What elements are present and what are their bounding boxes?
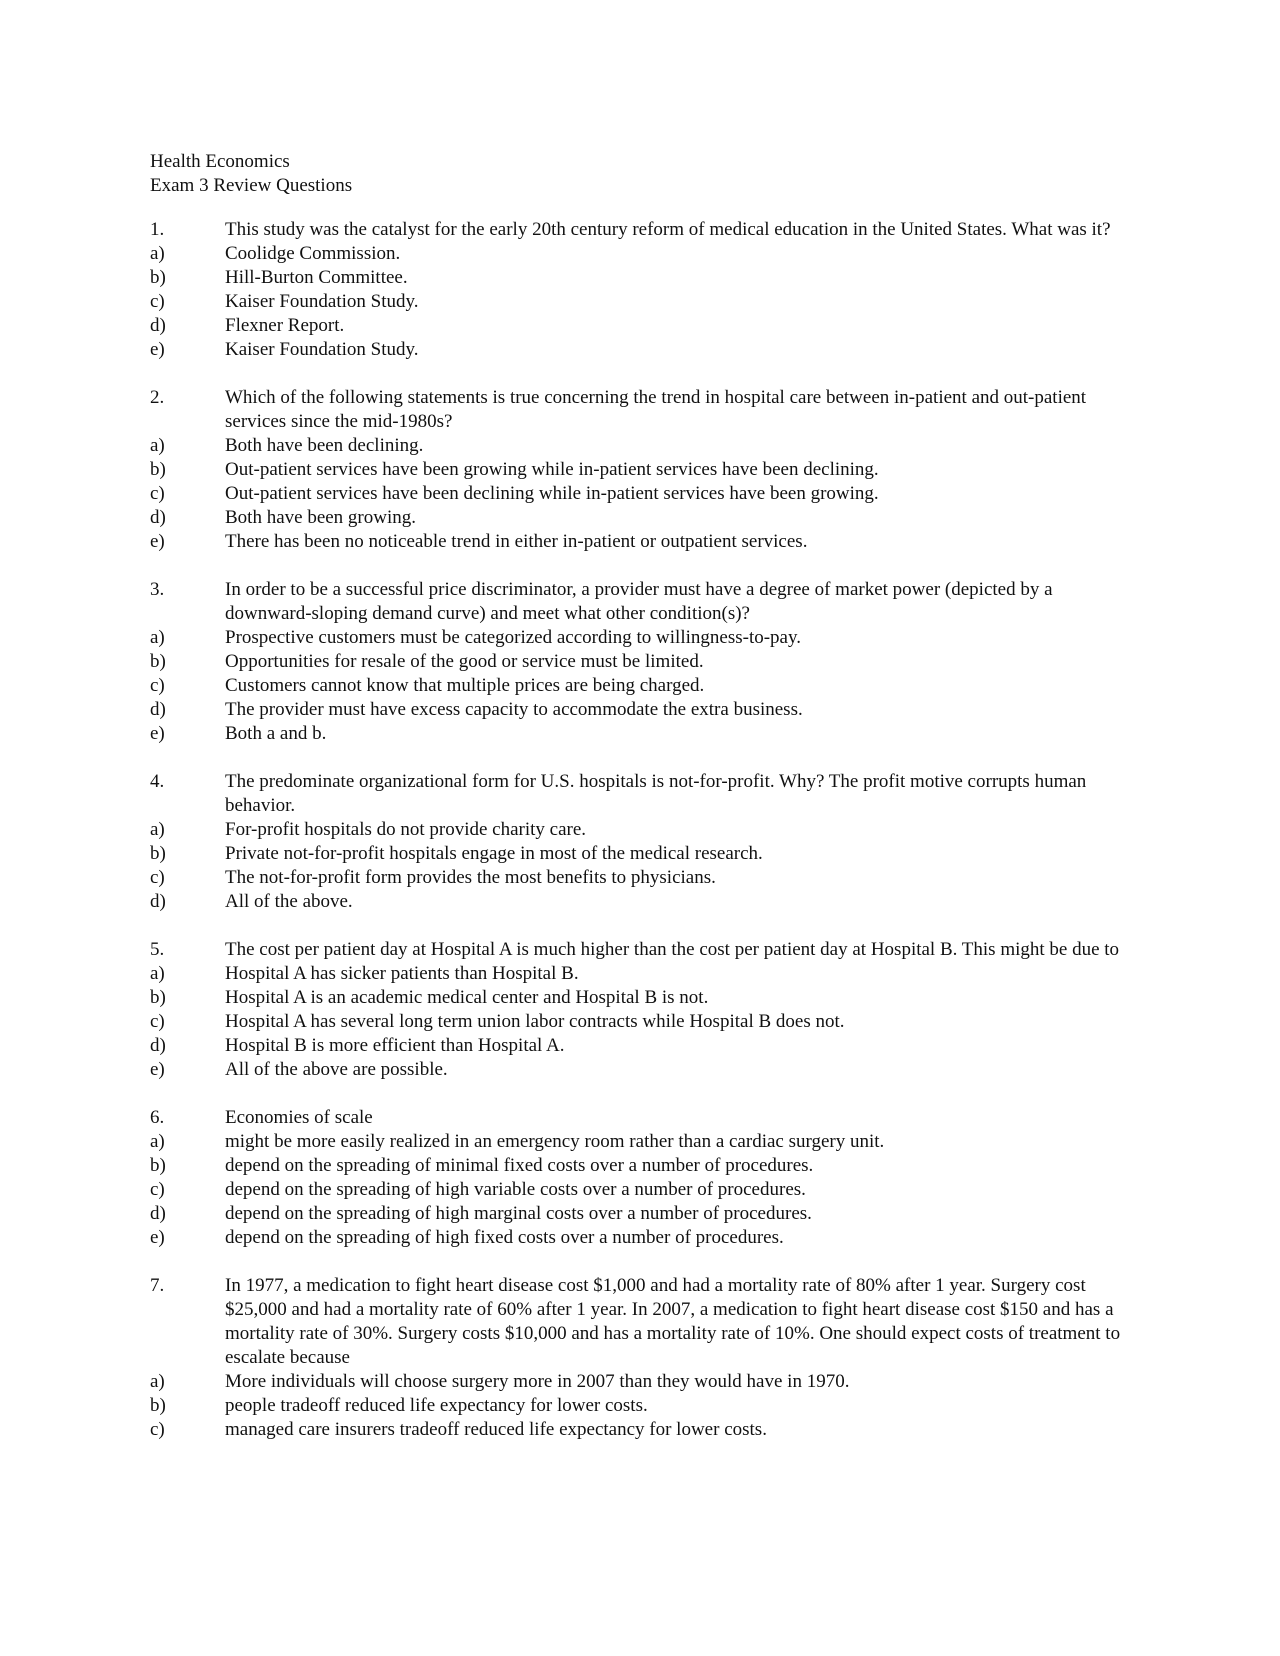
option-text: Both have been declining.	[225, 435, 424, 456]
option-text: people tradeoff reduced life expectancy for lower costs.	[225, 1395, 648, 1416]
option-label: d)	[150, 1203, 166, 1224]
option-text: Out-patient services have been growing while in-patient services have been declining.	[225, 459, 879, 480]
document-page	[150, 150, 1140, 1466]
option-text: Coolidge Commission.	[225, 243, 401, 264]
option-text: Kaiser Foundation Study.	[225, 291, 419, 312]
answer-option	[150, 722, 1140, 746]
question-item	[150, 1106, 1140, 1250]
option-label: b)	[150, 1155, 166, 1176]
option-label: b)	[150, 267, 166, 288]
option-text: Customers cannot know that multiple prices are being charged.	[225, 675, 705, 696]
answer-option	[150, 1034, 1140, 1058]
option-label: a)	[150, 819, 165, 840]
option-label: c)	[150, 483, 165, 504]
option-label: e)	[150, 723, 165, 744]
answer-option	[150, 1058, 1140, 1082]
answer-option	[150, 1418, 1140, 1442]
question-stem	[150, 938, 1140, 962]
option-text: For-profit hospitals do not provide charity care.	[225, 819, 587, 840]
option-text: There has been no noticeable trend in either in-patient or outpatient services.	[225, 531, 808, 552]
answer-options	[150, 1130, 1140, 1250]
question-stem	[150, 770, 1140, 818]
option-text: The not-for-profit form provides the most benefits to physicians.	[225, 867, 716, 888]
question-item	[150, 1274, 1140, 1442]
answer-option	[150, 866, 1140, 890]
answer-option	[150, 434, 1140, 458]
question-list	[150, 218, 1140, 1442]
question-text: This study was the catalyst for the early 20th century reform of medical education in the United States. What was it?	[225, 219, 1111, 240]
question-item	[150, 218, 1140, 362]
course-title: Health Economics	[150, 151, 290, 172]
option-label: d)	[150, 507, 166, 528]
answer-option	[150, 530, 1140, 554]
option-label: b)	[150, 843, 166, 864]
answer-option	[150, 266, 1140, 290]
option-label: e)	[150, 1227, 165, 1248]
answer-option	[150, 1226, 1140, 1250]
answer-option	[150, 626, 1140, 650]
option-label: b)	[150, 987, 166, 1008]
answer-option	[150, 890, 1140, 914]
option-text: Kaiser Foundation Study.	[225, 339, 419, 360]
option-label: d)	[150, 699, 166, 720]
answer-options	[150, 626, 1140, 746]
option-text: More individuals will choose surgery more in 2007 than they would have in 1970.	[225, 1371, 850, 1392]
option-label: c)	[150, 291, 165, 312]
option-text: Hospital B is more efficient than Hospital A.	[225, 1035, 565, 1056]
question-number: 5.	[150, 939, 165, 960]
answer-option	[150, 698, 1140, 722]
option-label: e)	[150, 531, 165, 552]
answer-option	[150, 962, 1140, 986]
question-stem	[150, 578, 1140, 626]
question-stem	[150, 386, 1140, 434]
question-item	[150, 386, 1140, 554]
answer-option	[150, 1202, 1140, 1226]
option-text: All of the above.	[225, 891, 353, 912]
question-item	[150, 938, 1140, 1082]
question-text: In order to be a successful price discriminator, a provider must have a degree of market power (depicted by a downward-sloping demand curve) and meet what other condition(s)?	[225, 579, 1053, 624]
option-label: c)	[150, 867, 165, 888]
question-stem	[150, 218, 1140, 242]
option-text: Hill-Burton Committee.	[225, 267, 408, 288]
option-text: depend on the spreading of high fixed costs over a number of procedures.	[225, 1227, 784, 1248]
option-label: c)	[150, 1179, 165, 1200]
question-stem	[150, 1106, 1140, 1130]
question-text: The predominate organizational form for U.S. hospitals is not-for-profit. Why? The profit motive corrupts human behavior.	[225, 771, 1087, 816]
answer-option	[150, 986, 1140, 1010]
answer-option	[150, 338, 1140, 362]
answer-option	[150, 1154, 1140, 1178]
answer-option	[150, 1130, 1140, 1154]
option-text: depend on the spreading of high marginal costs over a number of procedures.	[225, 1203, 812, 1224]
option-label: a)	[150, 963, 165, 984]
option-text: Private not-for-profit hospitals engage in most of the medical research.	[225, 843, 763, 864]
answer-option	[150, 290, 1140, 314]
answer-options	[150, 434, 1140, 554]
option-text: depend on the spreading of high variable costs over a number of procedures.	[225, 1179, 806, 1200]
option-text: Out-patient services have been declining while in-patient services have been growing.	[225, 483, 879, 504]
question-text: Which of the following statements is true concerning the trend in hospital care between in-patient and out-patient services since the mid-1980s?	[225, 387, 1087, 432]
answer-option	[150, 482, 1140, 506]
option-text: Flexner Report.	[225, 315, 345, 336]
question-text: In 1977, a medication to fight heart disease cost $1,000 and had a mortality rate of 80% after 1 year. Surgery cost $25,000 and had a mortality rate of 60% after 1 year. In 2007, a medication to fight heart disease cost $150 and has a mortality rate of 30%. Surgery costs $10,000 and has a mortality rate of 10%. One should expect costs of treatment to escalate because	[225, 1275, 1121, 1368]
answer-option	[150, 506, 1140, 530]
option-label: b)	[150, 1395, 166, 1416]
question-number: 2.	[150, 387, 165, 408]
option-label: d)	[150, 891, 166, 912]
question-number: 3.	[150, 579, 165, 600]
option-text: Both have been growing.	[225, 507, 417, 528]
option-text: Hospital A is an academic medical center and Hospital B is not.	[225, 987, 709, 1008]
answer-option	[150, 842, 1140, 866]
option-label: e)	[150, 1059, 165, 1080]
option-text: Hospital A has several long term union labor contracts while Hospital B does not.	[225, 1011, 845, 1032]
option-text: might be more easily realized in an emergency room rather than a cardiac surgery unit.	[225, 1131, 885, 1152]
question-text: The cost per patient day at Hospital A is much higher than the cost per patient day at Hospital B. This might be due to	[225, 939, 1120, 960]
option-label: c)	[150, 1011, 165, 1032]
option-label: a)	[150, 627, 165, 648]
answer-option	[150, 674, 1140, 698]
option-label: c)	[150, 1419, 165, 1440]
answer-options	[150, 1370, 1140, 1442]
option-label: a)	[150, 243, 165, 264]
question-stem	[150, 1274, 1140, 1370]
question-text: Economies of scale	[225, 1107, 373, 1128]
option-label: c)	[150, 675, 165, 696]
option-text: Opportunities for resale of the good or service must be limited.	[225, 651, 704, 672]
answer-option	[150, 650, 1140, 674]
answer-options	[150, 962, 1140, 1082]
answer-option	[150, 458, 1140, 482]
question-number: 4.	[150, 771, 165, 792]
answer-options	[150, 818, 1140, 914]
option-label: e)	[150, 339, 165, 360]
option-label: b)	[150, 459, 166, 480]
answer-option	[150, 1178, 1140, 1202]
option-text: depend on the spreading of minimal fixed costs over a number of procedures.	[225, 1155, 814, 1176]
answer-option	[150, 818, 1140, 842]
option-text: Hospital A has sicker patients than Hospital B.	[225, 963, 579, 984]
option-label: a)	[150, 1371, 165, 1392]
answer-option	[150, 1394, 1140, 1418]
answer-options	[150, 242, 1140, 362]
option-text: managed care insurers tradeoff reduced life expectancy for lower costs.	[225, 1419, 767, 1440]
option-text: Prospective customers must be categorized according to willingness-to-pay.	[225, 627, 801, 648]
option-label: d)	[150, 315, 166, 336]
option-text: Both a and b.	[225, 723, 327, 744]
question-item	[150, 770, 1140, 914]
document-header	[150, 150, 1140, 198]
option-label: d)	[150, 1035, 166, 1056]
answer-option	[150, 242, 1140, 266]
question-number: 6.	[150, 1107, 165, 1128]
question-number: 1.	[150, 219, 165, 240]
question-item	[150, 578, 1140, 746]
option-text: All of the above are possible.	[225, 1059, 448, 1080]
option-label: a)	[150, 435, 165, 456]
option-label: b)	[150, 651, 166, 672]
option-label: a)	[150, 1131, 165, 1152]
answer-option	[150, 314, 1140, 338]
option-text: The provider must have excess capacity to accommodate the extra business.	[225, 699, 803, 720]
document-title: Exam 3 Review Questions	[150, 175, 353, 196]
answer-option	[150, 1010, 1140, 1034]
answer-option	[150, 1370, 1140, 1394]
question-number: 7.	[150, 1275, 165, 1296]
